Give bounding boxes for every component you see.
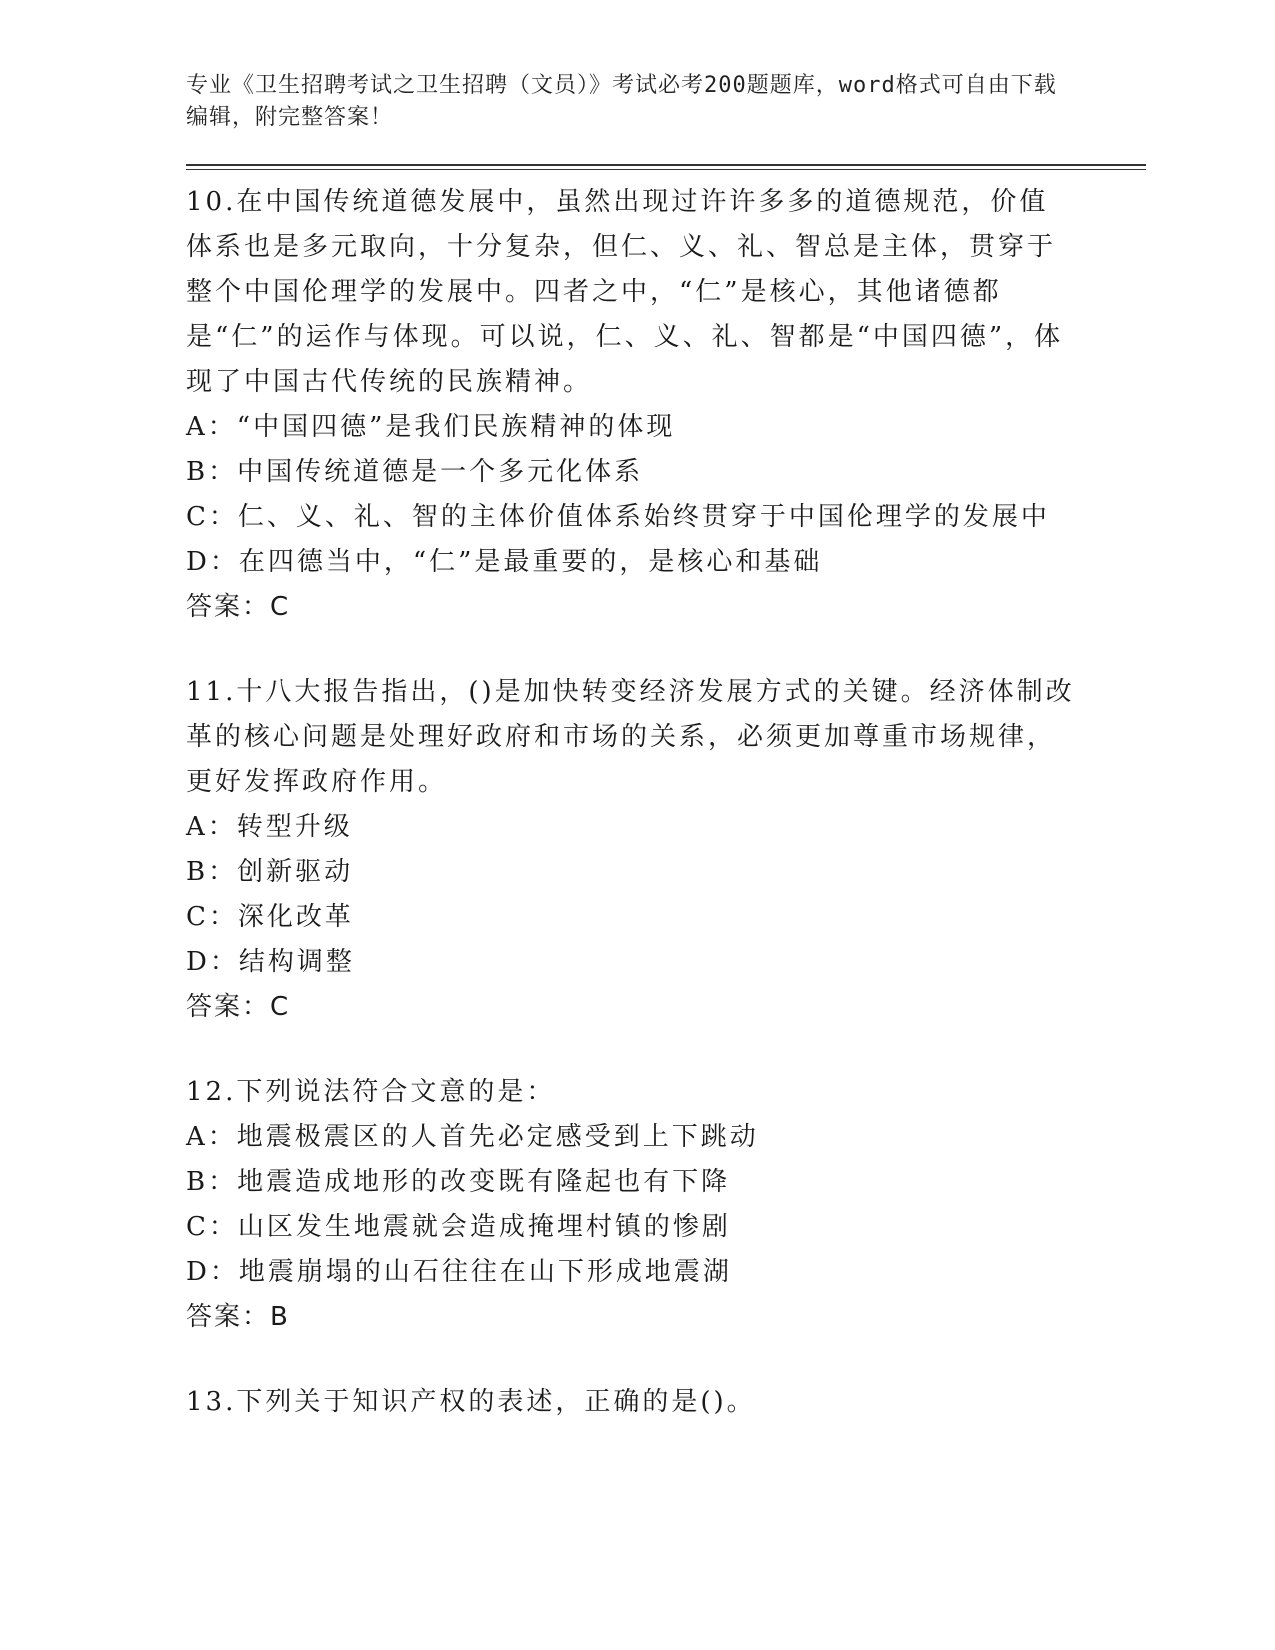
option-c: C：山区发生地震就会造成掩埋村镇的惨剧 xyxy=(186,1212,731,1242)
option-b: B：创新驱动 xyxy=(186,857,354,887)
question-13 xyxy=(186,1380,1146,1425)
header-divider xyxy=(186,164,1146,166)
option-a: A：转型升级 xyxy=(186,812,353,842)
question-12 xyxy=(186,1070,1146,1340)
option-d: D：地震崩塌的山石往往在山下形成地震湖 xyxy=(186,1257,732,1287)
question-stem: 13.下列关于知识产权的表述，正确的是()。 xyxy=(186,1387,756,1417)
question-stem: 11.十八大报告指出，()是加快转变经济发展方式的关键。经济体制改革的核心问题是处理好政府和市场的关系，必须更加尊重市场规律，更好发挥政府作用。 xyxy=(186,677,1075,797)
answer-label: 答案：B xyxy=(186,1302,290,1332)
document-header: 专业《卫生招聘考试之卫生招聘（文员）》考试必考200题题库，word格式可自由下载编辑，附完整答案！ xyxy=(186,73,1057,130)
option-d: D：在四德当中，“仁”是最重要的，是核心和基础 xyxy=(186,547,823,577)
answer-label: 答案：C xyxy=(186,992,291,1022)
question-stem: 12.下列说法符合文意的是： xyxy=(186,1077,556,1107)
option-b: B：中国传统道德是一个多元化体系 xyxy=(186,457,644,487)
option-a: A：“中国四德”是我们民族精神的体现 xyxy=(186,412,676,442)
option-c: C：深化改革 xyxy=(186,902,354,932)
question-11 xyxy=(186,670,1146,1030)
option-b: B：地震造成地形的改变既有隆起也有下降 xyxy=(186,1167,731,1197)
answer-label: 答案：C xyxy=(186,592,291,622)
option-a: A：地震极震区的人首先必定感受到上下跳动 xyxy=(186,1122,759,1152)
question-10 xyxy=(186,180,1146,630)
option-d: D：结构调整 xyxy=(186,947,355,977)
document-page xyxy=(186,70,1146,1425)
question-stem: 10.在中国传统道德发展中，虽然出现过许许多多的道德规范，价值体系也是多元取向，十分复杂，但仁、义、礼、智总是主体，贯穿于整个中国伦理学的发展中。四者之中，“仁”是核心，其他诸德都是“仁”的运作与体现。可以说，仁、义、礼、智都是“中国四德”，体现了中国古代传统的民族精神。 xyxy=(186,187,1064,397)
option-c: C：仁、义、礼、智的主体价值体系始终贯穿于中国伦理学的发展中 xyxy=(186,502,1050,532)
